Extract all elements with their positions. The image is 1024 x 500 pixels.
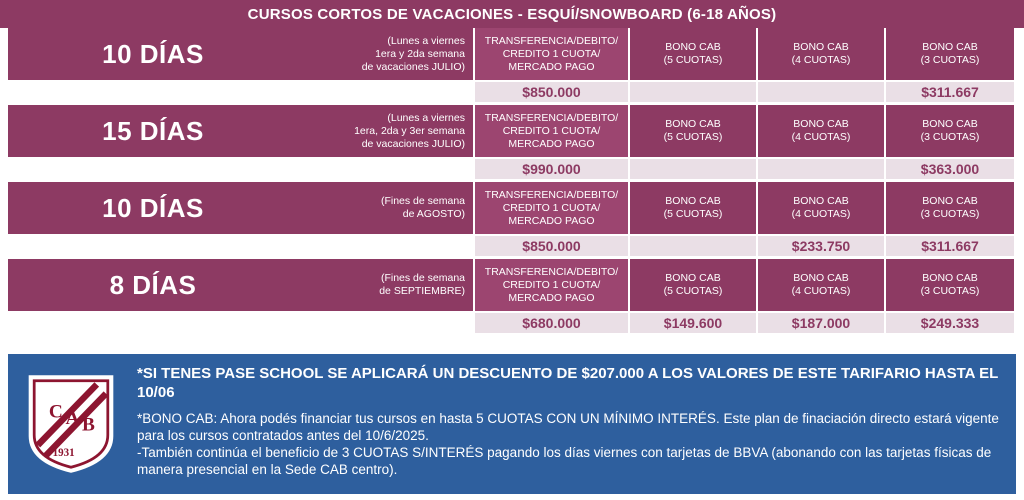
pay-line: MERCADO PAGO: [508, 214, 595, 227]
footer-note-bbva: -También continúa el beneficio de 3 CUOTAS S/INTERÉS pagando los días viernes con tarjetas de BBVA (abonando con las tarjetas físicas de manera presencial en la Sede CAB centro).: [137, 445, 992, 477]
row-description: [338, 182, 473, 234]
pay-line: TRANSFERENCIA/DEBITO/: [484, 34, 619, 47]
table-row: [8, 182, 1016, 256]
pay-line: CREDITO 1 CUOTA/: [502, 278, 601, 291]
bono-line: BONO CAB: [665, 118, 721, 130]
price-transferencia: $990.000: [473, 157, 628, 179]
bono-line: BONO CAB: [922, 118, 978, 130]
bono-line: (4 CUOTAS): [791, 208, 851, 220]
pay-line: CREDITO 1 CUOTA/: [502, 124, 601, 137]
pay-line: CREDITO 1 CUOTA/: [502, 47, 601, 60]
price-row-spacer: [8, 234, 473, 256]
price-bono-3: $311.667: [884, 234, 1014, 256]
bono-line: (4 CUOTAS): [791, 131, 851, 143]
column-header-bono-4: [756, 28, 884, 80]
column-header-bono-5: [628, 182, 756, 234]
club-logo: [8, 354, 133, 494]
row-description: [338, 259, 473, 311]
price-bono-5: [628, 80, 756, 102]
bono-line: (5 CUOTAS): [663, 285, 723, 297]
footer-text-block: [133, 354, 1016, 484]
row-days-label: 10 DÍAS: [8, 182, 338, 234]
desc-line: (Fines de semana: [380, 272, 465, 284]
table-row: [8, 259, 1016, 333]
column-header-bono-3: [884, 28, 1014, 80]
desc-line: de AGOSTO): [402, 208, 465, 220]
row-description: [338, 28, 473, 80]
price-bono-4: $187.000: [756, 311, 884, 333]
row-days-label: 10 DÍAS: [8, 28, 338, 80]
column-header-bono-3: [884, 182, 1014, 234]
column-header-bono-5: [628, 259, 756, 311]
bono-line: BONO CAB: [665, 272, 721, 284]
column-header-bono-3: [884, 105, 1014, 157]
desc-line: 1era y 2da semana: [375, 47, 465, 60]
column-header-bono-4: [756, 259, 884, 311]
table-row: [8, 28, 1016, 102]
bono-line: BONO CAB: [793, 118, 849, 130]
footer-note-discount: *SI TENES PASE SCHOOL SE APLICARÁ UN DESCUENTO DE $207.000 A LOS VALORES DE ESTE TARIFARIO HASTA EL 10/06: [137, 365, 998, 401]
desc-line: de vacaciones JULIO): [361, 137, 465, 150]
bono-line: (3 CUOTAS): [920, 131, 980, 143]
pay-line: TRANSFERENCIA/DEBITO/: [484, 188, 619, 201]
svg-text:B: B: [81, 414, 95, 436]
row-days-label: 15 DÍAS: [8, 105, 338, 157]
bono-line: BONO CAB: [793, 195, 849, 207]
bono-line: (5 CUOTAS): [663, 208, 723, 220]
price-bono-3: $363.000: [884, 157, 1014, 179]
price-bono-4: $233.750: [756, 234, 884, 256]
desc-line: de vacaciones JULIO): [361, 60, 465, 73]
pay-line: TRANSFERENCIA/DEBITO/: [484, 265, 619, 278]
cab-crest-icon: [25, 373, 117, 475]
footer-note-bono: *BONO CAB: Ahora podés financiar tus cursos en hasta 5 CUOTAS CON UN MÍNIMO INTERÉS. Este plan de finaciación directo estará vigente para los cursos contratados antes del 10/6/2025.: [137, 411, 999, 443]
price-row-spacer: [8, 80, 473, 102]
column-header-transferencia: [473, 28, 628, 80]
price-bono-5: [628, 234, 756, 256]
pricing-table: [0, 28, 1024, 333]
bono-line: BONO CAB: [922, 272, 978, 284]
row-days-label: 8 DÍAS: [8, 259, 338, 311]
desc-line: (Lunes a viernes: [387, 34, 465, 47]
bono-line: (3 CUOTAS): [920, 285, 980, 297]
row-description: [338, 105, 473, 157]
price-bono-4: [756, 157, 884, 179]
pay-line: MERCADO PAGO: [508, 137, 595, 150]
desc-line: 1era, 2da y 3er semana: [354, 124, 465, 137]
bono-line: BONO CAB: [665, 41, 721, 53]
bono-line: (5 CUOTAS): [663, 131, 723, 143]
desc-line: (Lunes a viernes: [387, 111, 465, 124]
price-transferencia: $680.000: [473, 311, 628, 333]
column-header-bono-3: [884, 259, 1014, 311]
pay-line: MERCADO PAGO: [508, 60, 595, 73]
price-bono-5: [628, 157, 756, 179]
desc-line: de SEPTIEMBRE): [379, 285, 465, 297]
bono-line: (5 CUOTAS): [663, 54, 723, 66]
svg-text:C: C: [48, 401, 63, 423]
bono-line: (3 CUOTAS): [920, 54, 980, 66]
column-header-bono-5: [628, 28, 756, 80]
table-row: [8, 105, 1016, 179]
price-row-spacer: [8, 311, 473, 333]
page-title: CURSOS CORTOS DE VACACIONES - ESQUÍ/SNOWBOARD (6-18 AÑOS): [0, 0, 1024, 28]
column-header-transferencia: [473, 105, 628, 157]
footer-notes-panel: [8, 354, 1016, 494]
bono-line: BONO CAB: [922, 41, 978, 53]
crest-year-label: 1931: [52, 447, 75, 460]
bono-line: BONO CAB: [793, 272, 849, 284]
svg-text:A: A: [64, 408, 79, 429]
price-bono-3: $311.667: [884, 80, 1014, 102]
bono-line: BONO CAB: [922, 195, 978, 207]
column-header-bono-4: [756, 105, 884, 157]
price-bono-4: [756, 80, 884, 102]
pay-line: CREDITO 1 CUOTA/: [502, 201, 601, 214]
bono-line: (3 CUOTAS): [920, 208, 980, 220]
price-transferencia: $850.000: [473, 80, 628, 102]
column-header-transferencia: [473, 182, 628, 234]
pay-line: MERCADO PAGO: [508, 291, 595, 304]
bono-line: (4 CUOTAS): [791, 54, 851, 66]
bono-line: (4 CUOTAS): [791, 285, 851, 297]
bono-line: BONO CAB: [793, 41, 849, 53]
pay-line: TRANSFERENCIA/DEBITO/: [484, 111, 619, 124]
column-header-transferencia: [473, 259, 628, 311]
price-transferencia: $850.000: [473, 234, 628, 256]
bono-line: BONO CAB: [665, 195, 721, 207]
price-row-spacer: [8, 157, 473, 179]
column-header-bono-5: [628, 105, 756, 157]
column-header-bono-4: [756, 182, 884, 234]
price-bono-5: $149.600: [628, 311, 756, 333]
price-bono-3: $249.333: [884, 311, 1014, 333]
desc-line: (Fines de semana: [380, 195, 465, 207]
